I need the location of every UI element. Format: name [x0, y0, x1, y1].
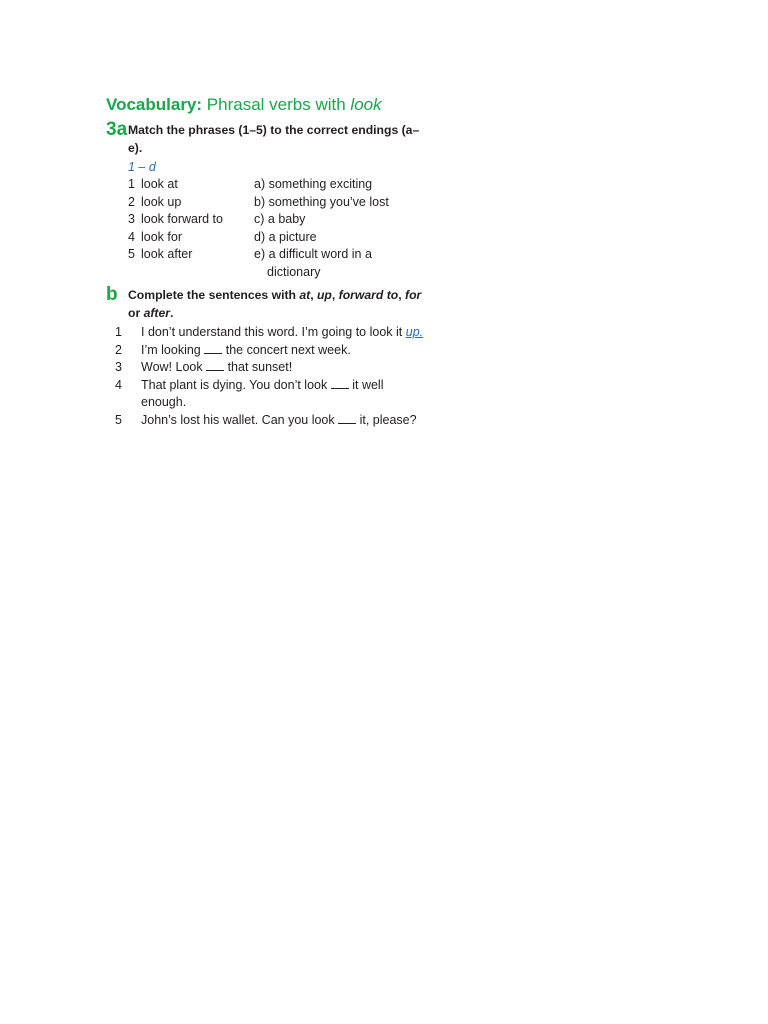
- answer-blank[interactable]: [338, 413, 356, 424]
- page-content: [106, 94, 426, 429]
- match-row: [128, 246, 424, 281]
- option-word: for: [405, 288, 422, 302]
- exercise-3a: [106, 119, 426, 281]
- sentence-item: [115, 412, 426, 430]
- ending-letter: a): [254, 177, 266, 191]
- ending-letter: d): [254, 229, 266, 244]
- ending: a difficult word in a dictionary: [267, 247, 372, 279]
- match-row: [128, 194, 424, 212]
- sentence-text: John’s lost his wallet. Can you look: [141, 412, 335, 427]
- ending: something you’ve lost: [268, 194, 389, 209]
- sentence-text: I don’t understand this word. I’m going to look it: [141, 325, 403, 339]
- sentence-text: that sunset!: [227, 360, 293, 374]
- match-row: [128, 229, 424, 247]
- option-word: forward to: [338, 288, 399, 302]
- item-number: 5: [128, 247, 135, 261]
- ending: a picture: [268, 229, 317, 244]
- phrase: look after: [141, 247, 193, 261]
- example-answer: up.: [405, 325, 424, 339]
- answer-blank[interactable]: [206, 360, 224, 371]
- item-number: 4: [115, 377, 122, 392]
- option-word: after: [143, 305, 170, 320]
- sentence-item: [115, 359, 426, 377]
- example-answer: 1 – d: [128, 160, 156, 174]
- instruction-text: Complete the sentences with: [128, 288, 296, 302]
- sentence-text: That plant is dying. You don’t look: [141, 377, 328, 392]
- sentence-text: the concert next week.: [225, 342, 351, 357]
- heading-bold: Vocabulary:: [106, 95, 203, 114]
- exercise-instruction: Match the phrases (1–5) to the correct endings (a–e).: [128, 123, 420, 155]
- ending: something exciting: [268, 177, 373, 191]
- phrase: look at: [141, 177, 178, 191]
- sentence-item: [115, 324, 426, 342]
- option-word: up: [316, 288, 332, 302]
- separator: .: [170, 305, 174, 320]
- exercise-b: [106, 284, 426, 429]
- item-number: 2: [115, 342, 122, 357]
- exercise-number: 3a: [106, 119, 128, 140]
- section-heading: [106, 94, 426, 116]
- separator: ,: [398, 288, 402, 302]
- sentence-item: [115, 377, 426, 412]
- item-number: 1: [128, 177, 135, 191]
- item-number: 4: [128, 229, 135, 244]
- separator: ,: [310, 288, 314, 302]
- item-number: 3: [115, 360, 122, 374]
- phrase: look for: [141, 229, 182, 244]
- sentence-text: I’m looking: [141, 342, 201, 357]
- ending-letter: b): [254, 194, 266, 209]
- item-number: 2: [128, 194, 135, 209]
- match-row: [128, 211, 424, 229]
- sentence-list: [115, 324, 426, 429]
- sentence-item: [115, 342, 426, 360]
- matching-table: [128, 176, 424, 281]
- sentence-text: Wow! Look: [141, 360, 203, 374]
- heading-light: Phrasal verbs with: [206, 95, 346, 114]
- separator: ,: [331, 288, 336, 302]
- exercise-instruction: [128, 287, 426, 322]
- ending: a baby: [267, 212, 306, 226]
- ending-letter: c): [254, 212, 265, 226]
- item-number: 5: [115, 412, 122, 427]
- item-number: 1: [115, 325, 122, 339]
- phrase: look up: [141, 194, 182, 209]
- answer-blank[interactable]: [331, 378, 349, 389]
- match-row: [128, 176, 424, 194]
- phrase: look forward to: [141, 212, 223, 226]
- answer-blank[interactable]: [204, 343, 222, 354]
- sentence-text: it well enough.: [141, 377, 384, 409]
- ending-letter: e): [254, 247, 266, 261]
- exercise-number: b: [106, 284, 118, 305]
- option-word: at: [299, 288, 311, 302]
- heading-italic: look: [350, 95, 382, 114]
- separator: or: [128, 305, 141, 320]
- item-number: 3: [128, 212, 135, 226]
- sentence-text: it, please?: [359, 412, 417, 427]
